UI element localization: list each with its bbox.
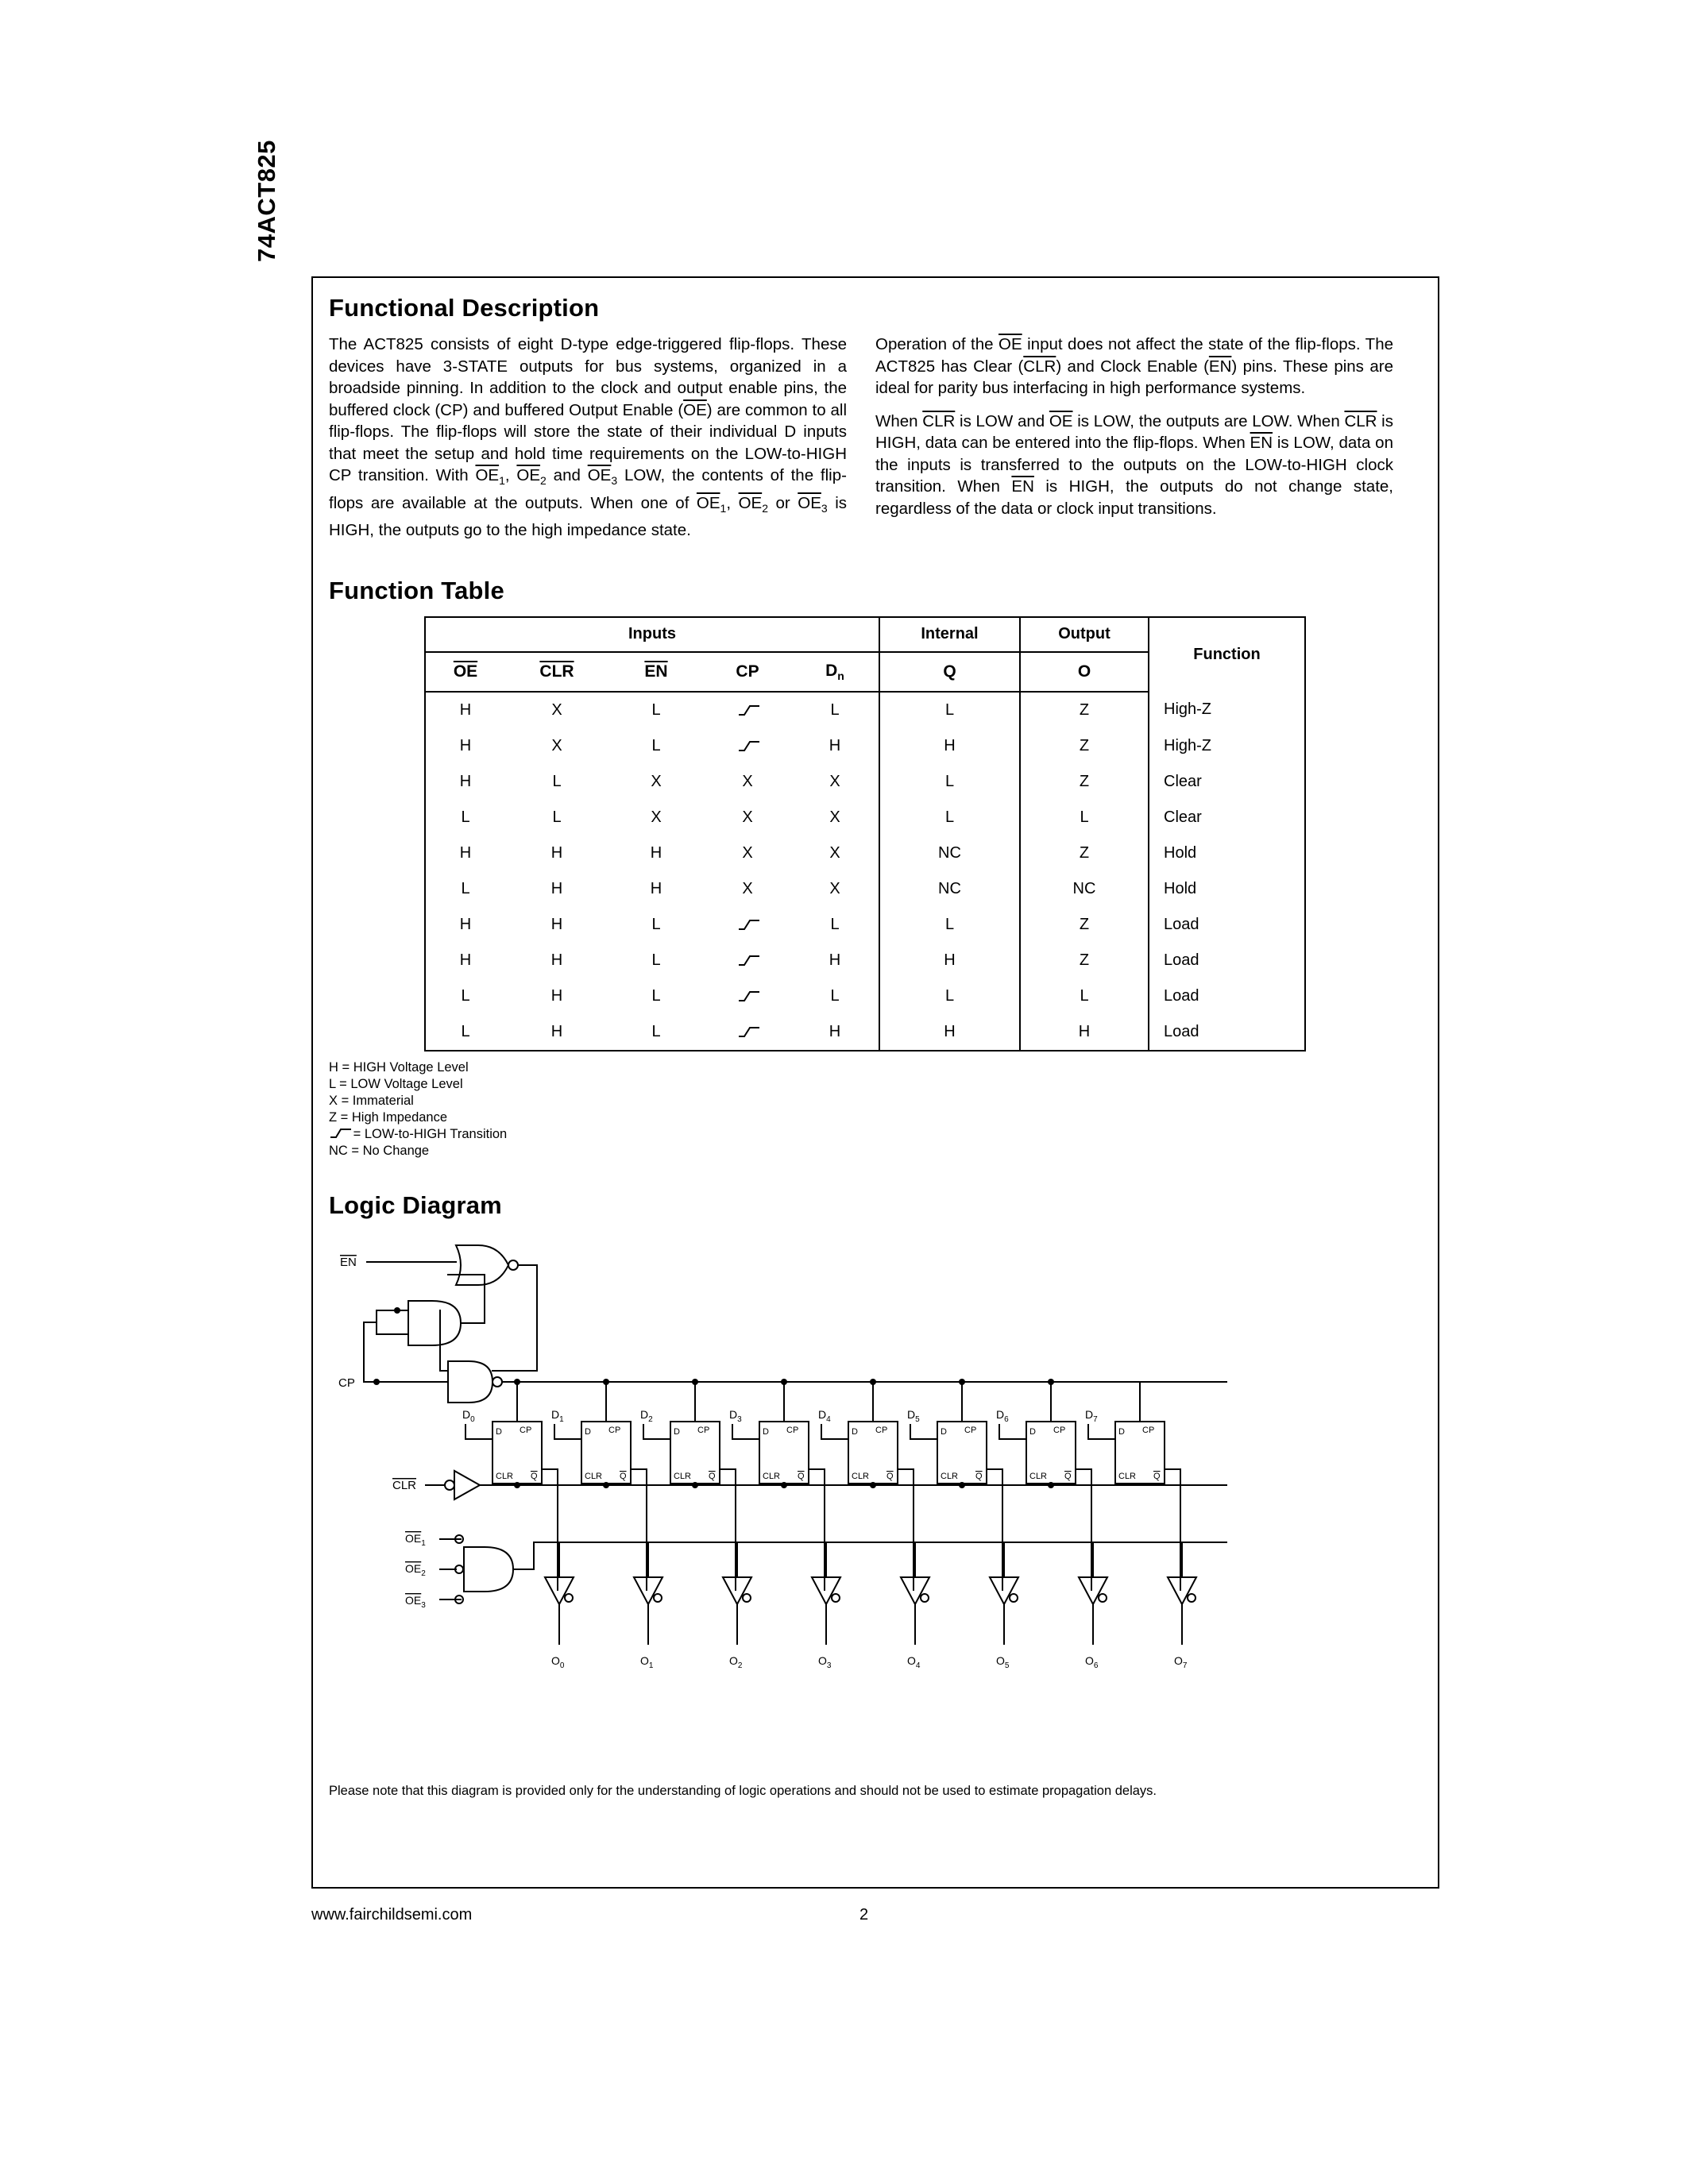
cell-q: L	[879, 978, 1020, 1014]
cell-clr: X	[551, 700, 562, 719]
svg-text:CP: CP	[1053, 1425, 1066, 1435]
column-header-o: O	[1020, 652, 1149, 692]
svg-text:CP: CP	[338, 1376, 355, 1390]
low-to-high-transition-icon	[737, 955, 758, 966]
low-to-high-transition-icon	[737, 1026, 758, 1037]
logic-diagram-heading: Logic Diagram	[329, 1190, 502, 1219]
legend-item: NC = No Change	[329, 1143, 430, 1158]
functional-description-right-column	[875, 334, 1393, 553]
svg-text:O6: $O_6$	[1085, 1653, 1099, 1670]
svg-text:CLR: CLR	[1029, 1471, 1048, 1481]
svg-text:Q: Q	[975, 1471, 983, 1481]
function-table-legend	[329, 1059, 1423, 1160]
cell-q: H	[879, 1014, 1020, 1051]
svg-text:CP: CP	[964, 1425, 977, 1435]
svg-text:O3: $O_3$	[818, 1653, 832, 1670]
svg-text:D6: $D_6$	[996, 1407, 1009, 1424]
cell-clr: H	[550, 915, 563, 933]
cell-o: L	[1020, 978, 1149, 1014]
svg-text:O4: $O_4$	[907, 1653, 921, 1670]
svg-text:O7: $O_7$	[1174, 1653, 1188, 1670]
low-to-high-transition-icon	[737, 919, 758, 930]
cell-function: Load	[1149, 1014, 1305, 1051]
cell-cp	[704, 978, 791, 1014]
low-to-high-transition-icon	[737, 990, 758, 1001]
cell-en: L	[651, 736, 661, 754]
legend-item-transition-label: = LOW-to-HIGH Transition	[353, 1126, 508, 1141]
svg-text:OE3: $OE_3$	[405, 1593, 426, 1610]
cell-en: L	[608, 1014, 704, 1051]
group-header-inputs: Inputs	[425, 617, 879, 652]
cell-function: Clear	[1149, 800, 1305, 835]
svg-text:CP: CP	[697, 1425, 710, 1435]
logic-diagram-note: Please note that this diagram is provided only for the understanding of logic operations and should not be used to estimate propagation delays.	[329, 1783, 1157, 1798]
cell-oe: H	[425, 692, 505, 728]
paragraph: Operation of the $\overline{OE}$ input does not affect the state of the flip-flops. The ACT825 has Clear $(\overline{CLR})$ and Clock Enable $(\overline{EN})$ pins. These pins are ideal for parity bus interfacing in high performance systems.	[875, 335, 1393, 397]
legend-item: L = LOW Voltage Level	[329, 1076, 463, 1091]
cell-q: NC	[879, 871, 1020, 907]
svg-text:CP: CP	[1142, 1425, 1155, 1435]
low-to-high-transition-icon	[737, 704, 758, 716]
cell-cp	[704, 728, 791, 764]
cell-function: Load	[1149, 943, 1305, 978]
svg-text:D3: $D_3$	[729, 1407, 742, 1424]
cell-cp	[704, 692, 791, 728]
cell-o: Z	[1020, 728, 1149, 764]
svg-text:D2: $D_2$	[640, 1407, 653, 1424]
table-group-header-row	[425, 617, 1305, 652]
svg-text:CLR: CLR	[1118, 1471, 1137, 1481]
cell-clr: L	[552, 772, 562, 790]
legend-item-transition	[329, 1126, 1423, 1143]
svg-text:Q: Q	[798, 1471, 805, 1481]
cell-cp	[704, 943, 791, 978]
svg-text:O0: $O_0$	[551, 1653, 565, 1670]
content-frame	[311, 276, 1439, 1889]
cell-dn: L	[830, 700, 840, 719]
cell-dn: X	[829, 843, 840, 862]
cell-oe: H	[425, 907, 505, 943]
table-row	[425, 871, 1305, 907]
svg-text:CP: CP	[786, 1425, 799, 1435]
svg-text:OE2: $OE_2$	[405, 1561, 426, 1578]
cell-function: Clear	[1149, 764, 1305, 800]
svg-text:Q: Q	[531, 1471, 538, 1481]
table-row	[425, 835, 1305, 871]
cell-en: X	[651, 808, 662, 826]
svg-text:CP: CP	[520, 1425, 532, 1435]
low-to-high-transition-icon	[329, 1129, 350, 1140]
cell-en: L	[651, 951, 661, 969]
cell-q: L	[879, 764, 1020, 800]
cell-function: Hold	[1149, 835, 1305, 871]
cell-o: NC	[1020, 871, 1149, 907]
svg-text:D1: $D_1$	[551, 1407, 564, 1424]
cell-clr: H	[550, 879, 563, 897]
functional-description-columns	[329, 334, 1393, 553]
svg-text:D: D	[585, 1426, 591, 1437]
svg-text:D7: $D_7$	[1085, 1407, 1098, 1424]
svg-text:D: D	[674, 1426, 680, 1437]
cell-en: L	[651, 700, 661, 719]
svg-text:D: D	[1029, 1426, 1036, 1437]
logic-diagram-svg	[329, 1231, 1393, 1779]
cell-clr: L	[552, 808, 562, 826]
group-header-internal: Internal	[879, 617, 1020, 652]
cell-cp	[704, 1014, 791, 1051]
column-header-dn: $D_n$	[791, 652, 879, 692]
cell-o: Z	[1020, 835, 1149, 871]
cell-o: Z	[1020, 907, 1149, 943]
content-inner	[329, 294, 1423, 1799]
cell-cp: X	[742, 808, 753, 826]
svg-text:D: D	[496, 1426, 502, 1437]
cell-oe: L	[425, 978, 505, 1014]
svg-text:D: D	[763, 1426, 769, 1437]
svg-text:D: D	[941, 1426, 947, 1437]
cell-oe: H	[425, 728, 505, 764]
svg-text:O5: $O_5$	[996, 1653, 1010, 1670]
svg-text:Q: Q	[1064, 1471, 1072, 1481]
table-row	[425, 907, 1305, 943]
svg-text:D5: $D_5$	[907, 1407, 920, 1424]
cell-o: Z	[1020, 943, 1149, 978]
cell-en: H	[650, 843, 662, 862]
logic-diagram-figure	[329, 1231, 1393, 1779]
svg-text:Q: Q	[1153, 1471, 1161, 1481]
cell-dn: X	[829, 879, 840, 897]
cell-dn: H	[829, 736, 841, 754]
cell-o: H	[1020, 1014, 1149, 1051]
footer-page-number: 2	[859, 1906, 869, 1924]
cell-q: L	[879, 907, 1020, 943]
cell-oe: L	[425, 800, 505, 835]
cell-q: L	[879, 800, 1020, 835]
cell-clr: H	[550, 843, 563, 862]
function-table-heading: Function Table	[329, 576, 504, 604]
svg-text:CLR: CLR	[941, 1471, 959, 1481]
cell-clr: X	[551, 736, 562, 754]
cell-q: H	[879, 728, 1020, 764]
table-row	[425, 800, 1305, 835]
cell-clr: H	[550, 951, 563, 969]
cell-cp: X	[742, 772, 753, 790]
cell-function: High-Z	[1149, 728, 1305, 764]
cell-q: H	[879, 943, 1020, 978]
table-row	[425, 943, 1305, 978]
svg-text:D4: $D_4$	[818, 1407, 831, 1424]
legend-item: H = HIGH Voltage Level	[329, 1059, 469, 1075]
column-header-cp: CP	[704, 652, 791, 692]
svg-text:O1: $O_1$	[640, 1653, 654, 1670]
cell-clr: H	[505, 1014, 608, 1051]
cell-function: Hold	[1149, 871, 1305, 907]
svg-text:EN: EN	[340, 1255, 357, 1269]
paragraph: The ACT825 consists of eight D-type edge-triggered flip-flops. These devices have 3-STATE outputs for bus systems, organized in a broadside pinning. In addition to the clock and output enable pins, the buffered clock (CP) and buffered Output Enable $(\overline{OE})$ are common to all flip-flops. The flip-flops will store the state of their individual D inputs that meet the setup and hold time requirements on the LOW-to-HIGH CP transition. With $\overline{OE}_1$, $\overline{OE}_2$ and $\overline{OE}_3$ LOW, the contents of the flip-flops are available at the outputs. When one of $\overline{OE}_1$, $\overline{OE}_2$ or $\overline{OE}_3$ is HIGH, the outputs go to the high impedance state.	[329, 335, 847, 540]
svg-text:CLR: CLR	[763, 1471, 781, 1481]
column-header-en: $\overline{EN}$	[608, 652, 704, 692]
cell-en: L	[651, 915, 661, 933]
functional-description-heading: Functional Description	[329, 294, 600, 322]
svg-text:Q: Q	[886, 1471, 894, 1481]
svg-text:Q: Q	[709, 1471, 716, 1481]
cell-function: Load	[1149, 907, 1305, 943]
footer-website-link[interactable]: www.fairchildsemi.com	[311, 1906, 473, 1924]
logic-diagram-section	[329, 1191, 1423, 1799]
cell-cp: X	[742, 879, 753, 897]
cell-o: L	[1020, 800, 1149, 835]
cell-clr: H	[550, 986, 563, 1005]
svg-text:O2: $O_2$	[729, 1653, 743, 1670]
cell-oe: L	[425, 1014, 505, 1051]
cell-dn: H	[791, 1014, 879, 1051]
cell-oe: H	[425, 943, 505, 978]
function-table	[424, 616, 1306, 1051]
column-header-oe: $\overline{OE}$	[425, 652, 505, 692]
function-table-section	[329, 577, 1423, 1160]
cell-o: Z	[1020, 764, 1149, 800]
svg-text:Q: Q	[620, 1471, 627, 1481]
cell-dn: H	[829, 951, 841, 969]
column-header-clr: $\overline{CLR}$	[505, 652, 608, 692]
paragraph: When $\overline{CLR}$ is LOW and $\overline{OE}$ is LOW, the outputs are LOW. When $\overline{CLR}$ is HIGH, data can be entered into the flip-flops. When $\overline{EN}$ is LOW, data on the inputs is transferred to the outputs on the LOW-to-HIGH clock transition. When $\overline{EN}$ is HIGH, the outputs do not change state, regardless of the data or clock input transitions.	[875, 411, 1393, 518]
table-row	[425, 764, 1305, 800]
cell-en: H	[650, 879, 662, 897]
table-row	[425, 1014, 1305, 1051]
svg-text:CLR: CLR	[852, 1471, 870, 1481]
column-header-q: Q	[879, 652, 1020, 692]
svg-text:CP: CP	[608, 1425, 621, 1435]
cell-dn: L	[830, 915, 840, 933]
svg-text:CLR: CLR	[496, 1471, 514, 1481]
cell-dn: X	[829, 772, 840, 790]
cell-cp: X	[742, 843, 753, 862]
cell-function: Load	[1149, 978, 1305, 1014]
cell-oe: H	[425, 835, 505, 871]
legend-item: X = Immaterial	[329, 1093, 414, 1108]
cell-oe: H	[425, 764, 505, 800]
table-row	[425, 978, 1305, 1014]
cell-en: L	[651, 986, 661, 1005]
svg-text:D: D	[852, 1426, 858, 1437]
cell-function: High-Z	[1149, 692, 1305, 728]
svg-text:D: D	[1118, 1426, 1125, 1437]
group-header-function: Function	[1149, 617, 1305, 692]
low-to-high-transition-icon	[737, 740, 758, 751]
cell-en: X	[651, 772, 662, 790]
cell-dn: L	[830, 986, 840, 1005]
cell-q: NC	[879, 835, 1020, 871]
cell-q: L	[879, 692, 1020, 728]
svg-text:CLR: CLR	[392, 1478, 417, 1492]
cell-cp	[704, 907, 791, 943]
part-number-side-label: 74ACT825	[253, 140, 280, 262]
cell-dn: X	[829, 808, 840, 826]
svg-text:CLR: CLR	[585, 1471, 603, 1481]
svg-text:CLR: CLR	[674, 1471, 692, 1481]
table-row	[425, 728, 1305, 764]
svg-text:OE1: $OE_1$	[405, 1531, 426, 1548]
functional-description-left-column	[329, 334, 847, 553]
group-header-output: Output	[1020, 617, 1149, 652]
svg-text:CP: CP	[875, 1425, 888, 1435]
cell-oe: L	[425, 871, 505, 907]
svg-text:D0: $D_0$	[462, 1407, 475, 1424]
legend-item: Z = High Impedance	[329, 1109, 448, 1125]
cell-o: Z	[1020, 692, 1149, 728]
table-row	[425, 692, 1305, 728]
